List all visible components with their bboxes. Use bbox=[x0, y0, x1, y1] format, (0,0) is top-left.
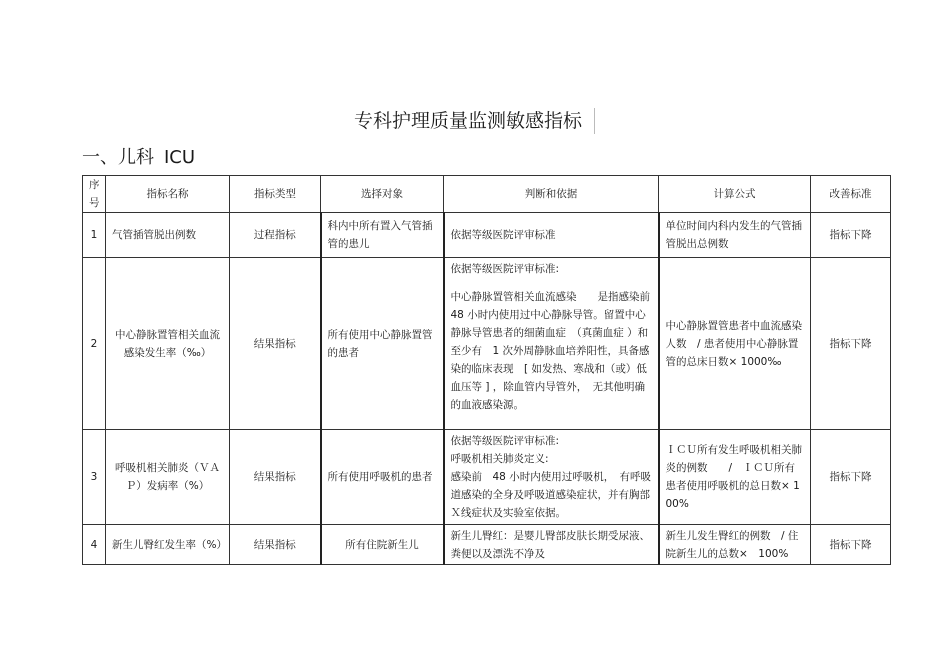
selection-target: 所有使用中心静脉置管的患者 bbox=[321, 258, 444, 430]
section-name: ICU bbox=[164, 147, 196, 168]
header-formula: 计算公式 bbox=[659, 176, 811, 213]
header-name: 指标名称 bbox=[106, 176, 230, 213]
indicator-name: 新生儿臀红发生率（%） bbox=[106, 525, 230, 565]
selection-target: 所有住院新生儿 bbox=[321, 525, 444, 565]
basis-line: 依据等级医院评审标准: bbox=[450, 263, 560, 275]
basis-line: 新生儿臀红：是婴儿臀部皮肤长期受尿液、粪便以及漂洗不净及 bbox=[450, 529, 650, 560]
section-heading bbox=[82, 146, 195, 170]
table-header-row bbox=[83, 176, 891, 213]
section-number: 一、儿科 bbox=[82, 147, 154, 168]
indicator-name: 呼吸机相关肺炎（ＶＡＰ）发病率（%） bbox=[106, 430, 230, 525]
improvement-standard: 指标下降 bbox=[811, 430, 891, 525]
calc-formula: 单位时间内科内发生的气管插管脱出总例数 bbox=[659, 213, 811, 258]
basis-line: 感染前 48 小时内使用过呼吸机， 有呼吸道感染的全身及呼吸道感染症状，并有胸部Ｘ线症状及实验室依据。 bbox=[450, 471, 651, 519]
header-target: 选择对象 bbox=[321, 176, 444, 213]
header-no: 序号 bbox=[83, 176, 106, 213]
row-no: 2 bbox=[83, 258, 106, 430]
row-no: 4 bbox=[83, 525, 106, 565]
calc-formula: 中心静脉置管患者中血流感染人数 / 患者使用中心静脉置管的总床日数× 1000‰ bbox=[659, 258, 811, 430]
judgment-basis bbox=[444, 525, 659, 565]
basis-line: 呼吸机相关肺炎定义: bbox=[450, 453, 549, 465]
header-type: 指标类型 bbox=[230, 176, 321, 213]
table-row bbox=[83, 213, 891, 258]
table-row bbox=[83, 430, 891, 525]
indicator-type: 过程指标 bbox=[230, 213, 321, 258]
improvement-standard: 指标下降 bbox=[811, 525, 891, 565]
indicator-type: 结果指标 bbox=[230, 525, 321, 565]
indicator-type: 结果指标 bbox=[230, 258, 321, 430]
indicator-name: 气管插管脱出例数 bbox=[106, 213, 230, 258]
judgment-basis bbox=[444, 213, 659, 258]
basis-line: 依据等级医院评审标准: bbox=[450, 435, 560, 447]
basis-line: 中心静脉置管相关血流感染 是指感染前 48 小时内使用过中心静脉导管。留置中心静脉导管患者的细菌血症 （真菌血症 ）和至少有 1 次外周静脉血培养阳性，具备感染的临床表现 [ 如发热、寒战和（或）低血压等 ] ，除血管内导管外， 无其他明确的血液感染源。 bbox=[450, 291, 650, 411]
indicator-type: 结果指标 bbox=[230, 430, 321, 525]
indicator-table bbox=[82, 175, 891, 565]
basis-line: 依据等级医院评审标准 bbox=[450, 229, 556, 241]
calc-formula: 新生儿发生臀红的例数 / 住院新生儿的总数× 100% bbox=[659, 525, 811, 565]
improvement-standard: 指标下降 bbox=[811, 258, 891, 430]
table-row bbox=[83, 258, 891, 430]
table-row bbox=[83, 525, 891, 565]
row-no: 3 bbox=[83, 430, 106, 525]
judgment-basis bbox=[444, 430, 659, 525]
indicator-name: 中心静脉置管相关血流感染发生率（‰） bbox=[106, 258, 230, 430]
calc-formula: ＩＣＵ所有发生呼吸机相关肺炎的例数 / ＩＣＵ所有患者使用呼吸机的总日数× 100% bbox=[659, 430, 811, 525]
improvement-standard: 指标下降 bbox=[811, 213, 891, 258]
judgment-basis bbox=[444, 258, 659, 430]
selection-target: 科内中所有置入气管插管的患儿 bbox=[321, 213, 444, 258]
row-no: 1 bbox=[83, 213, 106, 258]
header-standard: 改善标准 bbox=[811, 176, 891, 213]
header-basis: 判断和依据 bbox=[444, 176, 659, 213]
page-title: 专科护理质量监测敏感指标 bbox=[354, 108, 595, 134]
selection-target: 所有使用呼吸机的患者 bbox=[321, 430, 444, 525]
